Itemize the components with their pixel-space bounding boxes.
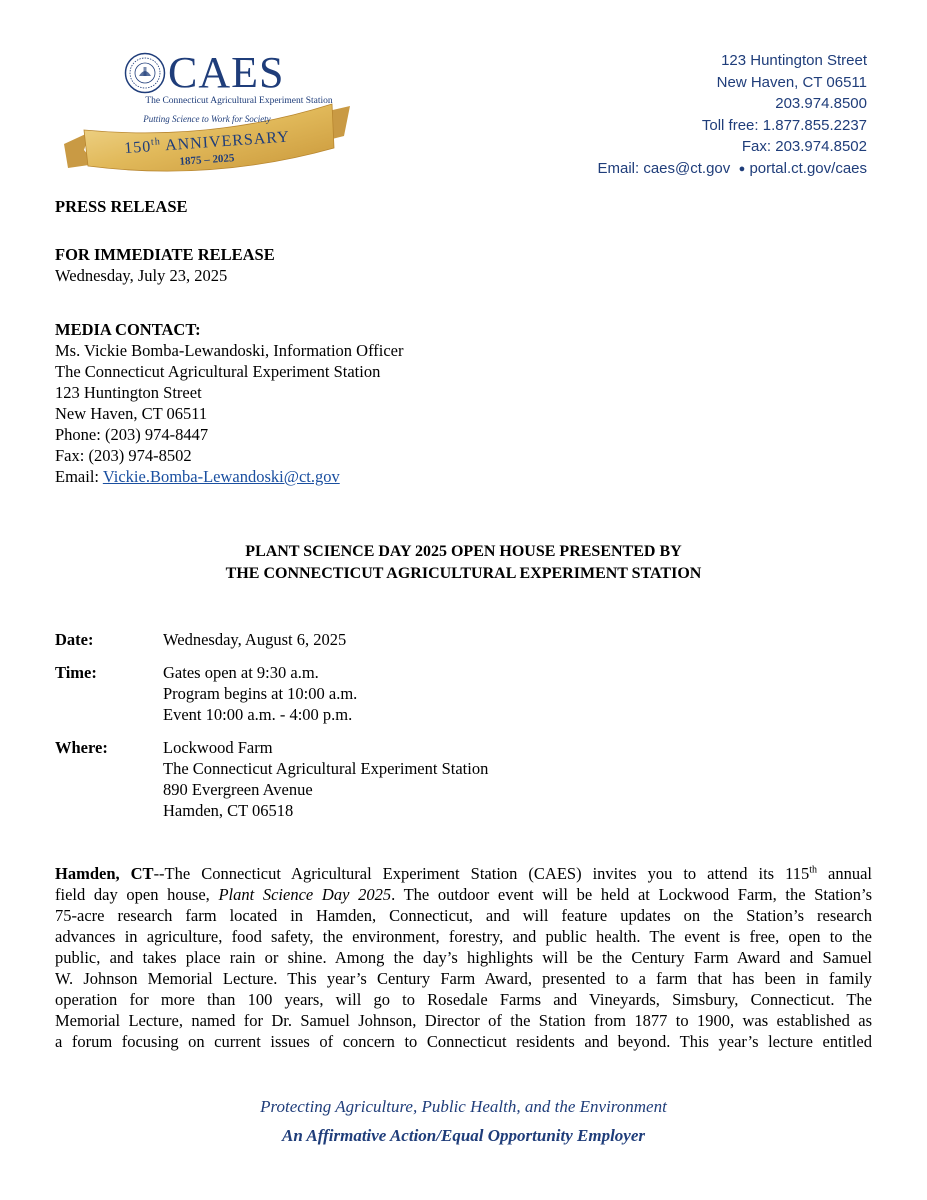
- body-text: . The outdoor event will be held at Lockwood Farm, the Station’s: [391, 885, 872, 904]
- body-text: --The Connecticut Agricultural Experiment Station (CAES) invites you to attend its 115: [153, 864, 810, 883]
- logo-subtitle: The Connecticut Agricultural Experiment Station: [145, 96, 333, 106]
- body-line: a forum focusing on current issues of concern to Connecticut residents and beyond. This year’s lecture entitled: [55, 1032, 872, 1051]
- date-label: Date:: [55, 630, 94, 649]
- caes-logo: [62, 48, 352, 178]
- body-line: [55, 863, 872, 884]
- contact-email-line: [55, 466, 403, 487]
- release-date: Wednesday, July 23, 2025: [55, 266, 228, 285]
- body-line: [55, 884, 872, 905]
- headline-line-1: PLANT SCIENCE DAY 2025 OPEN HOUSE PRESENTED BY: [245, 543, 682, 560]
- contact-street: 123 Huntington Street: [55, 383, 202, 402]
- media-contact-block: [55, 319, 403, 487]
- where-line: Lockwood Farm: [163, 738, 273, 757]
- contact-city: New Haven, CT 06511: [55, 404, 208, 423]
- logo-wordmark: CAES: [168, 48, 285, 97]
- contact-email-label: Email:: [55, 467, 103, 486]
- dateline: Hamden, CT: [55, 864, 154, 883]
- address-city: New Haven, CT 06511: [716, 73, 867, 91]
- logo-tagline: Putting Science to Work for Society: [143, 114, 271, 124]
- anniversary-word: ANNIVERSARY: [160, 128, 291, 155]
- date-value: Wednesday, August 6, 2025: [163, 630, 347, 649]
- body-line: Memorial Lecture, named for Dr. Samuel Johnson, Director of the Station from 1877 to 1900, was established as: [55, 1011, 872, 1030]
- body-text: annual: [817, 864, 872, 883]
- release-block: [55, 244, 275, 286]
- footer-eeo: An Affirmative Action/Equal Opportunity Employer: [281, 1126, 646, 1145]
- press-release-label: PRESS RELEASE: [55, 197, 188, 216]
- footer-mission: Protecting Agriculture, Public Health, and the Environment: [260, 1097, 667, 1116]
- body-line: W. Johnson Memorial Lecture. This year’s Century Farm Award, presented to a farm that has been in family: [55, 969, 872, 988]
- address-email[interactable]: Email: caes@ct.gov: [597, 159, 731, 177]
- ordinal-suffix: th: [809, 864, 817, 876]
- station-address: [597, 50, 867, 180]
- headline-line-2: THE CONNECTICUT AGRICULTURAL EXPERIMENT STATION: [225, 565, 702, 582]
- address-fax: Fax: 203.974.8502: [741, 138, 867, 155]
- contact-email-link[interactable]: Vickie.Bomba-Lewandoski@ct.gov: [102, 467, 340, 486]
- where-values: [163, 737, 488, 821]
- body-text: field day open house,: [55, 885, 219, 904]
- media-contact-label: MEDIA CONTACT:: [55, 320, 201, 339]
- event-name: Plant Science Day 2025: [218, 885, 392, 904]
- contact-phone: Phone: (203) 974-8447: [55, 425, 209, 444]
- body-line: operation for more than 100 years, will go to Rosedale Farms and Vineyards, Simsbury, Connecticut. The: [55, 990, 872, 1009]
- time-values: [163, 662, 357, 725]
- body-line: public, and takes place rain or shine. Among the day’s highlights will be the Century Farm Award and Samuel: [55, 948, 872, 967]
- contact-fax: Fax: (203) 974-8502: [55, 446, 192, 465]
- release-label: FOR IMMEDIATE RELEASE: [55, 245, 275, 264]
- body-line: 75-acre research farm located in Hamden, Connecticut, and will feature updates on the Station’s research: [55, 906, 872, 925]
- where-line: 890 Evergreen Avenue: [163, 780, 313, 799]
- station-seal-icon: [124, 52, 166, 94]
- time-line: Event 10:00 a.m. - 4:00 p.m.: [163, 705, 353, 724]
- where-line: Hamden, CT 06518: [163, 801, 294, 820]
- body-line: advances in agriculture, food safety, the environment, forestry, and public health. The event is free, open to the: [55, 927, 872, 946]
- address-email-line: [597, 158, 867, 181]
- address-portal[interactable]: portal.ct.gov/caes: [749, 159, 867, 177]
- anniversary-ordinal: th: [150, 136, 162, 148]
- address-tollfree: Toll free: 1.877.855.2237: [701, 116, 867, 134]
- address-phone: 203.974.8500: [775, 95, 867, 112]
- where-line: The Connecticut Agricultural Experiment Station: [163, 759, 489, 778]
- body-paragraph: [55, 863, 872, 1052]
- where-label: Where:: [55, 738, 108, 757]
- anniversary-years: 1875 – 2025: [179, 152, 235, 168]
- time-line: Program begins at 10:00 a.m.: [163, 684, 358, 703]
- contact-name: Ms. Vickie Bomba-Lewandoski, Information Officer: [55, 341, 404, 360]
- contact-org: The Connecticut Agricultural Experiment Station: [55, 362, 381, 381]
- bullet-icon: ●: [738, 162, 746, 175]
- headline: [0, 541, 927, 585]
- time-line: Gates open at 9:30 a.m.: [163, 663, 319, 682]
- address-street: 123 Huntington Street: [721, 52, 867, 69]
- time-label: Time:: [55, 663, 97, 682]
- anniversary-number: 150: [123, 138, 152, 158]
